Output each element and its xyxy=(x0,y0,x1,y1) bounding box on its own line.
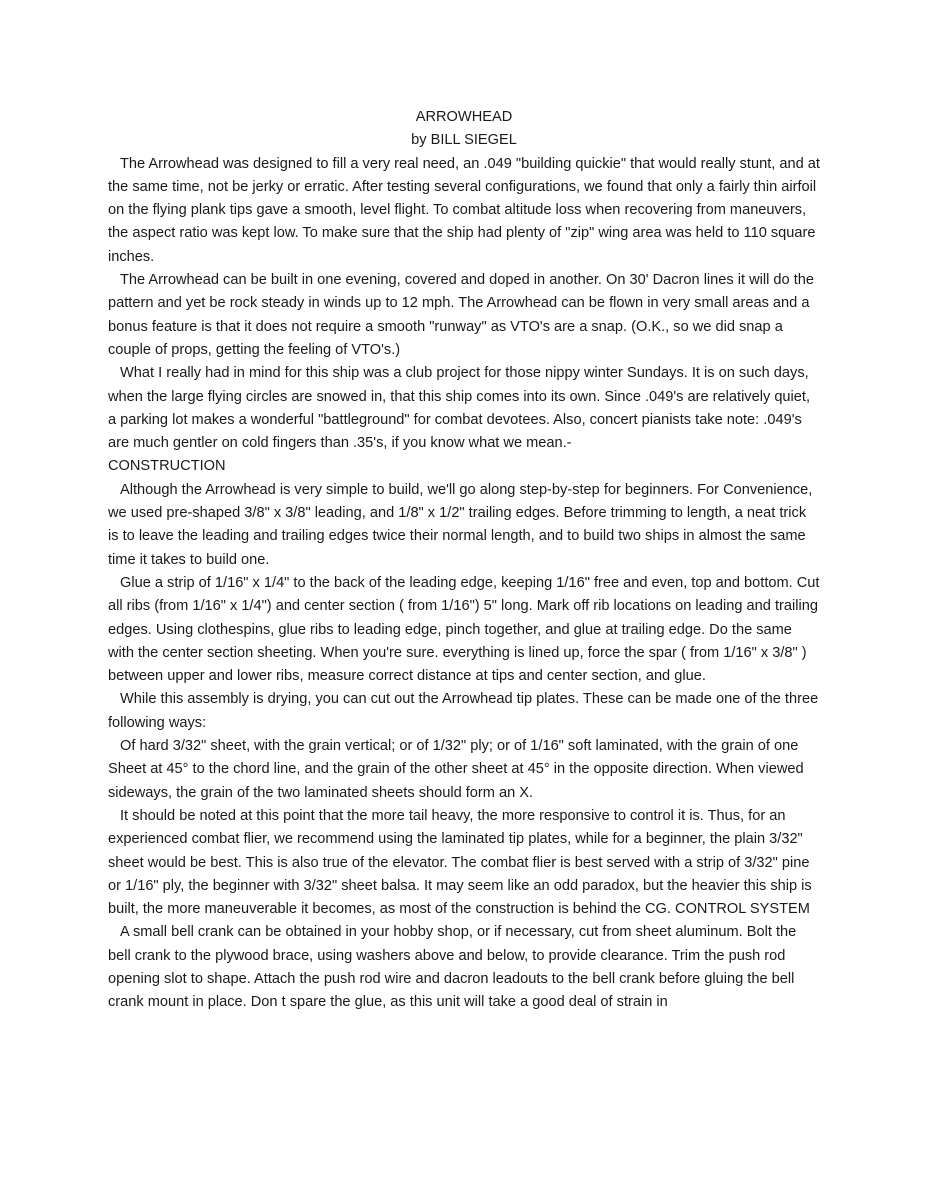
paragraph-intro-2: The Arrowhead can be built in one evening, covered and doped in another. On 30' Dacron lines it will do the pattern and yet be rock steady in winds up to 12 mph. The Arrowhead can be flown in very small areas and a bonus feature is that it does not require a smooth "runway" as VTO's are a snap. (O.K., so we did snap a couple of props, getting the feeling of VTO's.) xyxy=(108,272,815,358)
paragraph-construction-2: Glue a strip of 1/16" x 1/4" to the back of the leading edge, keeping 1/16" free and even, top and bottom. Cut all ribs (from 1/16" x 1/4") and center section ( from 1/16") 5" long. Mark off rib locations on leading and trailing edges. Using clothespins, glue ribs to leading edge, pinch together, and glue at trailing edge. Do the same with the center section sheeting. When you're sure. everything is lined up, force the spar ( from 1/16" x 3/8" ) between upper and lower ribs, measure correct distance at tips and center section, and glue. xyxy=(108,574,820,685)
paragraph-construction-5-text: It should be noted at this point that the more tail heavy, the more responsive to control it is. Thus, for an experienced combat flier, we recommend using the laminated tip plates, while for a beginner, the plain 3/32" sheet would be best. This is also true of the elevator. The combat flier is best served with a strip of 3/32" pine or 1/16" ply, the beginner with 3/32" sheet balsa. It may seem like an odd paradox, but the heavier this ship is built, the more maneuverable it becomes, as most of the construction is behind the CG. xyxy=(108,807,812,918)
article-byline: by BILL SIEGEL xyxy=(411,132,517,149)
paragraph-construction-4: Of hard 3/32" sheet, with the grain vertical; or of 1/32" ply; or of 1/16" soft laminated, with the grain of one Sheet at 45° to the chord line, and the grain of the other sheet at 45° in the opposite direction. When viewed sideways, the grain of the two laminated sheets should form an X. xyxy=(108,738,804,801)
paragraph-intro-1: The Arrowhead was designed to fill a very real need, an .049 "building quickie" that would really stunt, and at the same time, not be jerky or erratic. After testing several configurations, we found that only a fairly thin airfoil on the flying plank tips gave a smooth, level flight. To combat altitude loss when recovering from maneuvers, the aspect ratio was kept low. To make sure that the ship had plenty of "zip" wing area was held to 110 square inches. xyxy=(108,155,820,265)
paragraph-construction-3: While this assembly is drying, you can cut out the Arrowhead tip plates. These can be made one of the three following ways: xyxy=(108,691,819,731)
paragraph-construction-5 xyxy=(108,805,820,921)
article-title: ARROWHEAD xyxy=(415,109,513,125)
paragraph-construction-1: Although the Arrowhead is very simple to build, we'll go along step-by-step for beginners. For Convenience, we used pre-shaped 3/8" x 3/8" leading, and 1/8" x 1/2" trailing edges. Before trimming to length, a neat trick is to leave the leading and trailing edges twice their normal length, and to build two ships in almost the same time it takes to build one. xyxy=(108,481,813,568)
section-heading-construction: CONSTRUCTION xyxy=(108,458,226,475)
section-heading-control-system: CONTROL SYSTEM xyxy=(675,901,810,918)
document-page xyxy=(108,106,820,1015)
paragraph-control-1: A small bell crank can be obtained in your hobby shop, or if necessary, cut from sheet aluminum. Bolt the bell crank to the plywood brace, using washers above and below, to provide clearance. Trim the push rod opening slot to shape. Attach the push rod wire and dacron leadouts to the bell crank before gluing the bell crank mount in place. Don t spare the glue, as this unit will take a good deal of strain in xyxy=(108,924,797,1011)
paragraph-intro-3: What I really had in mind for this ship was a club project for those nippy winter Sundays. It is on such days, when the large flying circles are snowed in, that this ship comes into its own. Since .049's are relatively quiet, a parking lot makes a wonderful "battleground" for combat devotees. Also, concert pianists take note: .049's are much gentler on cold fingers than .35's, if you know what we mean.- xyxy=(108,365,811,452)
